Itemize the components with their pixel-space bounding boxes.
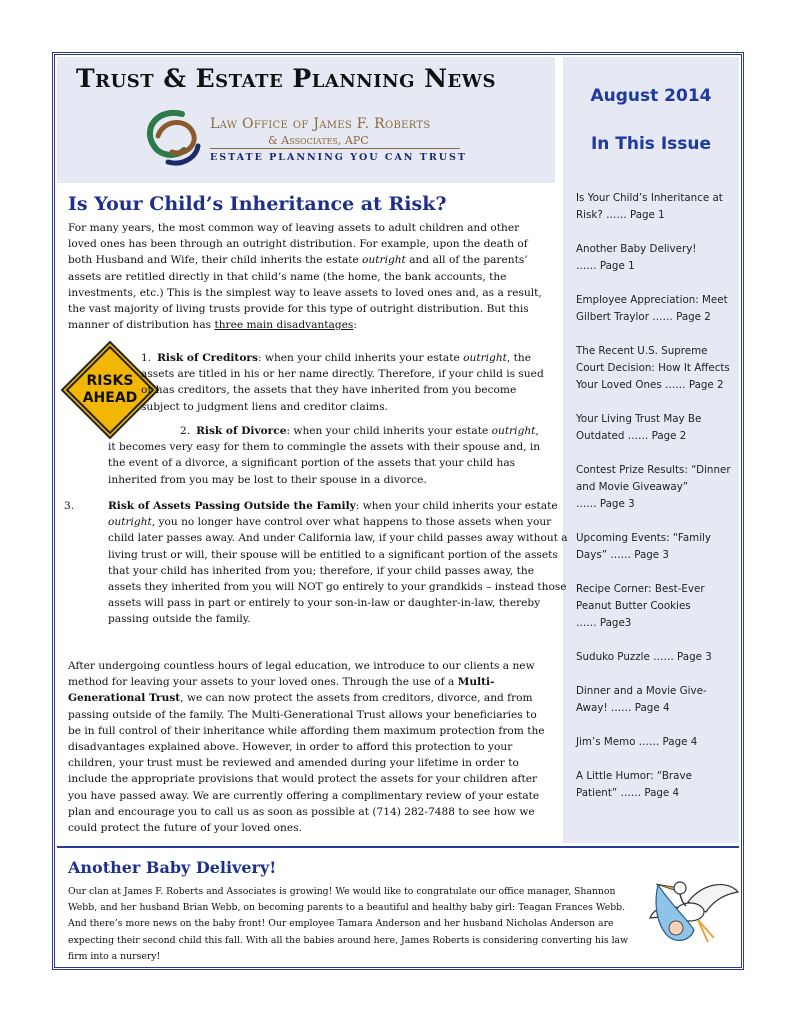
risk-emphasis: outright [491, 425, 536, 437]
toc-item-page: Page 2 [651, 430, 687, 442]
toc-item[interactable]: Employee Appreciation: Meet Gilbert Traylor …… Page 2 [576, 294, 728, 323]
baby-article-text: Our clan at James F. Roberts and Associates is growing! We would like to congratulate our office manager, Shannon Webb, and her husband Brian Webb, on becoming parents to a beautiful and healthy baby girl: Teagan Frances Webb. And there’s more news on the baby front! Our employee Tamara Anderson and her husband Nicholas Anderson are expecting their second child this fall. With all the babies around here, James Roberts is considering converting his law firm into a nursery! [68, 886, 629, 962]
stork-illustration [648, 872, 740, 956]
risk-item [141, 350, 546, 415]
risk-emphasis: outright [108, 516, 152, 529]
firm-logo-mark [138, 106, 208, 172]
in-this-issue-heading: In This Issue [590, 134, 712, 154]
risk-text: : when your child inherits your estate [355, 500, 558, 512]
toc-item-page: Page 4 [634, 702, 670, 714]
risk-text-cont: , you no longer have control over what happens to those assets when your child later passes away. And under California law, if your child passes away without a living trust or will, their spouse will be entitled to a significant portion of the assets that your child has inherited from you; therefore, if your child passes away, the assets they inherited from you will NOT go entirely to your grandkids – instead those assets will pass in part or entirely to your son-in-law or daughter-in-law, thereby passing outside the family. [108, 516, 568, 626]
risk-item [64, 498, 570, 628]
issue-date: August 2014 [590, 86, 712, 106]
toc-item[interactable]: Your Living Trust May Be Outdated …… Page 2 [576, 413, 702, 442]
toc-item-title: A Little Humor: “Brave Patient” [576, 770, 692, 799]
section-divider [57, 846, 739, 848]
disadvantages-underline: three main disadvantages [214, 319, 354, 332]
article-intro [68, 220, 546, 333]
toc-item[interactable]: A Little Humor: “Brave Patient” …… Page 4 [576, 770, 692, 799]
risk-text-cont: , it becomes very easy for them to commingle the assets with their spouse and, in the event of a divorce, a significant portion of the assets that your child has inherited from you may be lost to their spouse in a divorce. [108, 425, 541, 486]
toc-item-title: Your Living Trust May Be Outdated [576, 413, 702, 442]
newsletter-title [76, 64, 496, 93]
table-of-contents [576, 190, 736, 819]
toc-item-title: Recipe Corner: Best-Ever Peanut Butter Cookies [576, 583, 705, 612]
toc-item[interactable]: Is Your Child’s Inheritance at Risk? …… Page 1 [576, 192, 723, 221]
risk-number: 2. [180, 425, 191, 437]
intro-emphasis: outright [362, 254, 406, 267]
toc-item-title: Suduko Puzzle [576, 651, 650, 663]
article-title: Is Your Child’s Inheritance at Risk? [68, 193, 447, 215]
toc-item[interactable]: The Recent U.S. Supreme Court Decision: How It Affects Your Loved Ones …… Page 2 [576, 345, 730, 391]
newsletter-title-text: Trust & Estate Planning News [76, 64, 496, 93]
trust-name: Multi-Generational Trust [68, 676, 495, 705]
risk-text: : when your child inherits your estate [257, 352, 464, 364]
toc-item-page: Page 3 [634, 549, 669, 561]
toc-item[interactable]: Contest Prize Results: “Dinner and Movie Giveaway” …… Page 3 [576, 464, 731, 510]
logo-divider [210, 148, 460, 149]
toc-item-page: Page3 [599, 617, 632, 629]
toc-item-page: Page 4 [644, 787, 680, 799]
risk-text: : when your child inherits your estate [286, 425, 492, 437]
toc-item[interactable]: Suduko Puzzle …… Page 3 [576, 651, 712, 663]
firm-name: Law Office of James F. Roberts [210, 116, 431, 132]
risk-label: Risk of Assets Passing Outside the Family [108, 500, 356, 512]
toc-item[interactable]: Recipe Corner: Best-Ever Peanut Butter Cookies …… Page3 [576, 583, 705, 629]
closing-text: After undergoing countless hours of legal education, we introduce to our clients a new method for leaving your assets to your loved ones. Through the use of a [68, 660, 535, 689]
risk-number: 3. [64, 500, 75, 512]
toc-item-page: Page 2 [688, 379, 724, 391]
closing-text-cont: , we can now protect the assets from creditors, divorce, and from passing outside of the family. The Multi-Generational Trust allows your beneficiaries to be in full control of their inheritance while affording them maximum protection from the disadvantages explained above. However, in order to afford this protection to your children, your trust must be reviewed and amended during your lifetime in order to include the appropriate provisions that would protect the assets for your children after you have passed away. We are currently offering a complimentary review of your estate plan and encourage you to call us as soon as possible at (714) 282-7488 to see how we could protect the future of your loved ones. [68, 692, 545, 835]
stork-icon [648, 872, 740, 956]
risk-label: Risk of Divorce [196, 425, 287, 437]
sign-text-line2: AHEAD [82, 390, 138, 406]
toc-item-title: Contest Prize Results: “Dinner and Movie Giveaway” [576, 464, 731, 493]
toc-item-page: Page 3 [677, 651, 712, 663]
article-closing [68, 658, 546, 836]
sign-text-line1: RISKS [86, 373, 134, 389]
toc-item[interactable]: Another Baby Delivery! …… Page 1 [576, 243, 697, 272]
risk-emphasis: outright [463, 352, 507, 364]
toc-item[interactable]: Upcoming Events: “Family Days” …… Page 3 [576, 532, 712, 561]
toc-item-page: Page 3 [599, 498, 635, 510]
firm-name-suffix: & Associates, APC [268, 134, 369, 147]
intro-text-cont: and all of the parents’ assets are retitled directly in that child’s name (the home, the bank accounts, the investments, etc.) This is the simplest way to leave assets to loved ones and, as a result, the vast majority of living trusts provide for this type of outright distribution. But this manner of distribution has [68, 254, 542, 332]
intro-colon: : [353, 319, 357, 332]
toc-item-page: Page 2 [676, 311, 711, 323]
toc-item-page: Page 1 [629, 209, 665, 221]
toc-item-title: The Recent U.S. Supreme Court Decision: How It Affects Your Loved Ones [576, 345, 730, 391]
risk-label: Risk of Creditors [157, 352, 258, 364]
toc-item-title: Upcoming Events: “Family Days” [576, 532, 712, 561]
intro-text: For many years, the most common way of leaving assets to adult children and other loved ones has been through an outright distribution. For example, upon the death of both Husband and Wife, their child inherits the estate [68, 222, 528, 267]
toc-item-title: Employee Appreciation: Meet Gilbert Traylor [576, 294, 728, 323]
toc-item-title: Is Your Child’s Inheritance at Risk? [576, 192, 723, 221]
baby-article-title: Another Baby Delivery! [68, 858, 277, 877]
toc-item[interactable]: Jim’s Memo …… Page 4 [576, 736, 698, 748]
toc-item-page: Page 4 [662, 736, 698, 748]
risk-text-cont: , the assets are titled in his or her name directly. Therefore, if your child is sued or has creditors, the assets that they have inherited from you become subject to judgment liens and creditor claims. [141, 352, 544, 413]
toc-item-title: Dinner and a Movie Give-Away! [576, 685, 707, 714]
toc-item-title: Another Baby Delivery! [576, 243, 697, 255]
firm-tagline: ESTATE PLANNING YOU CAN TRUST [210, 152, 467, 163]
toc-item-title: Jim’s Memo [576, 736, 636, 748]
risk-number: 1. [141, 352, 152, 364]
firm-logo [138, 106, 468, 172]
risk-item [108, 423, 548, 488]
toc-item[interactable]: Dinner and a Movie Give-Away! …… Page 4 [576, 685, 707, 714]
toc-item-page: Page 1 [599, 260, 635, 272]
